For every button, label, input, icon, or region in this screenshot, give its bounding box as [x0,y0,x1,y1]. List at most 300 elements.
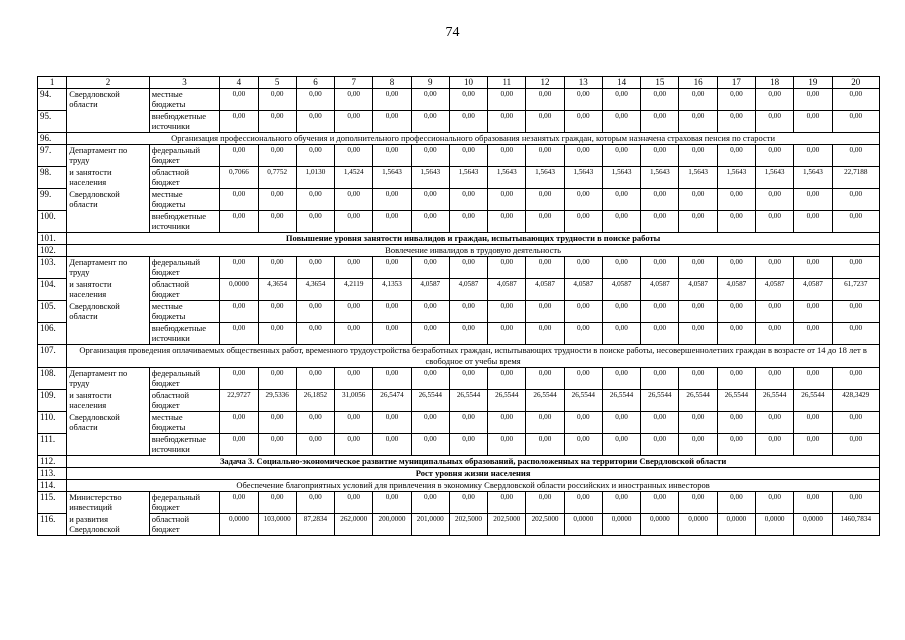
value-cell: 1,5643 [641,167,679,189]
funding-source: внебюджетные источники [149,434,220,456]
value-cell: 0,00 [602,111,640,133]
row-number: 98. [38,167,67,189]
value-cell: 0,00 [679,89,717,111]
page-number: 74 [445,25,460,40]
value-cell: 0,00 [220,211,258,233]
value-cell: 26,5544 [449,390,487,412]
row-number: 112. [38,456,67,468]
value-cell: 0,00 [717,434,755,456]
table-row [38,167,880,189]
value-cell: 0,00 [679,111,717,133]
value-cell: 103,0000 [258,514,296,536]
value-cell: 0,00 [564,189,602,211]
value-cell: 0,00 [564,145,602,167]
value-cell: 1,5643 [717,167,755,189]
value-cell: 0,00 [373,301,411,323]
value-cell: 0,00 [335,189,373,211]
table-header-row [38,77,880,89]
value-cell: 1460,7834 [832,514,879,536]
value-cell: 0,00 [756,323,794,345]
row-number: 107. [38,345,67,368]
value-cell: 0,00 [832,257,879,279]
value-cell: 0,00 [296,145,334,167]
value-cell: 0,0000 [564,514,602,536]
value-cell: 0,00 [220,89,258,111]
value-cell: 0,00 [335,301,373,323]
value-cell: 4,0587 [794,279,832,301]
value-cell: 0,00 [602,301,640,323]
value-cell: 0,0000 [602,514,640,536]
funding-source: внебюджетные источники [149,211,220,233]
funding-source: местные бюджеты [149,301,220,323]
value-cell: 4,0587 [411,279,449,301]
value-cell: 0,00 [220,301,258,323]
value-cell: 26,5544 [679,390,717,412]
value-cell: 0,00 [602,434,640,456]
value-cell: 0,00 [526,111,564,133]
value-cell: 4,3654 [296,279,334,301]
value-cell: 0,00 [296,111,334,133]
row-number: 111. [38,434,67,456]
value-cell: 0,00 [602,145,640,167]
table-row [38,368,880,390]
funding-source: федеральный бюджет [149,492,220,514]
funding-source: областной бюджет [149,390,220,412]
value-cell: 1,5643 [373,167,411,189]
value-cell: 0,00 [220,368,258,390]
value-cell: 0,00 [488,434,526,456]
value-cell: 0,00 [335,323,373,345]
value-cell: 4,0587 [602,279,640,301]
value-cell: 0,00 [373,89,411,111]
value-cell: 1,5643 [679,167,717,189]
row-number: 108. [38,368,67,390]
value-cell: 0,00 [258,145,296,167]
value-cell: 0,00 [794,412,832,434]
value-cell: 0,00 [564,301,602,323]
value-cell: 0,00 [641,301,679,323]
value-cell: 0,00 [641,211,679,233]
value-cell: 26,5544 [488,390,526,412]
value-cell: 0,00 [756,189,794,211]
value-cell: 26,5544 [717,390,755,412]
column-header: 9 [411,77,449,89]
value-cell: 26,5544 [794,390,832,412]
value-cell: 0,00 [411,434,449,456]
value-cell: 0,00 [717,89,755,111]
column-header: 3 [149,77,220,89]
value-cell: 0,00 [832,211,879,233]
value-cell: 0,00 [526,189,564,211]
value-cell: 0,00 [641,89,679,111]
row-number: 102. [38,245,67,257]
value-cell: 26,5474 [373,390,411,412]
row-number: 104. [38,279,67,301]
value-cell: 0,00 [335,89,373,111]
value-cell: 61,7237 [832,279,879,301]
value-cell: 0,00 [832,89,879,111]
value-cell: 0,00 [526,89,564,111]
value-cell: 0,00 [602,257,640,279]
value-cell: 0,00 [526,323,564,345]
row-number: 96. [38,133,67,145]
column-header: 16 [679,77,717,89]
value-cell: 0,0000 [794,514,832,536]
value-cell: 0,00 [258,412,296,434]
value-cell: 22,7188 [832,167,879,189]
value-cell: 0,00 [832,492,879,514]
executor-cell: и занятости населения [67,167,150,189]
value-cell: 0,7066 [220,167,258,189]
value-cell: 0,00 [756,89,794,111]
value-cell: 0,00 [526,301,564,323]
funding-source: местные бюджеты [149,412,220,434]
value-cell: 0,00 [449,492,487,514]
section-title: Организация проведения оплачиваемых общественных работ, временного трудоустройства безработных граждан, испытывающих трудности в поиске работы, несовершеннолетних граждан в возрасте от 14 до 18 лет в свободное от учебы время [67,345,880,368]
value-cell: 0,00 [679,301,717,323]
value-cell: 0,00 [641,492,679,514]
section-row [38,233,880,245]
value-cell: 4,0587 [756,279,794,301]
row-number: 115. [38,492,67,514]
value-cell: 0,00 [488,368,526,390]
table-row [38,211,880,233]
value-cell: 0,00 [220,323,258,345]
value-cell: 0,00 [220,412,258,434]
value-cell: 0,00 [220,111,258,133]
value-cell: 0,00 [564,257,602,279]
section-title: Вовлечение инвалидов в трудовую деятельность [67,245,880,257]
value-cell: 0,00 [411,211,449,233]
value-cell: 0,00 [756,492,794,514]
value-cell: 0,00 [602,189,640,211]
value-cell: 0,00 [832,434,879,456]
column-header: 18 [756,77,794,89]
value-cell: 0,00 [373,434,411,456]
executor-cell [67,434,150,456]
table-row [38,492,880,514]
value-cell: 1,5643 [449,167,487,189]
value-cell: 0,00 [258,189,296,211]
value-cell: 0,00 [526,257,564,279]
value-cell: 0,00 [335,211,373,233]
value-cell: 0,00 [488,412,526,434]
value-cell: 0,00 [794,323,832,345]
value-cell: 0,00 [488,89,526,111]
value-cell: 0,0000 [717,514,755,536]
column-header: 7 [335,77,373,89]
value-cell: 4,3654 [258,279,296,301]
value-cell: 87,2834 [296,514,334,536]
value-cell: 0,00 [411,323,449,345]
value-cell: 0,00 [373,189,411,211]
value-cell: 0,00 [411,412,449,434]
value-cell: 0,00 [335,412,373,434]
value-cell: 0,00 [602,368,640,390]
table-row [38,301,880,323]
value-cell: 0,00 [335,257,373,279]
executor-cell: Свердловской области [67,412,150,434]
value-cell: 4,0587 [488,279,526,301]
value-cell: 0,00 [488,323,526,345]
value-cell: 0,00 [449,111,487,133]
value-cell: 0,00 [335,368,373,390]
value-cell: 0,00 [296,211,334,233]
value-cell: 4,2119 [335,279,373,301]
value-cell: 29,5336 [258,390,296,412]
value-cell: 0,00 [602,412,640,434]
value-cell: 0,00 [756,301,794,323]
value-cell: 0,00 [717,412,755,434]
executor-cell: Департамент по труду [67,257,150,279]
value-cell: 0,00 [756,434,794,456]
value-cell: 26,5544 [526,390,564,412]
table-row [38,189,880,211]
value-cell: 0,00 [756,368,794,390]
value-cell: 0,00 [373,368,411,390]
funding-source: федеральный бюджет [149,145,220,167]
funding-source: внебюджетные источники [149,323,220,345]
value-cell: 0,00 [717,145,755,167]
value-cell: 0,00 [335,111,373,133]
value-cell: 0,00 [258,111,296,133]
value-cell: 0,00 [717,189,755,211]
section-title: Организация профессионального обучения и дополнительного профессионального образования незанятых граждан, которым назначена страховая пенсия по старости [67,133,880,145]
executor-cell: Департамент по труду [67,368,150,390]
budget-table [37,76,880,536]
value-cell: 0,00 [794,111,832,133]
row-number: 99. [38,189,67,211]
value-cell: 0,00 [717,111,755,133]
column-header: 4 [220,77,258,89]
row-number: 100. [38,211,67,233]
value-cell: 0,00 [411,368,449,390]
value-cell: 0,00 [526,211,564,233]
value-cell: 0,00 [756,257,794,279]
value-cell: 0,00 [641,323,679,345]
funding-source: областной бюджет [149,514,220,536]
value-cell: 1,5643 [526,167,564,189]
value-cell: 0,00 [449,211,487,233]
value-cell: 0,0000 [756,514,794,536]
section-row [38,480,880,492]
value-cell: 0,00 [564,412,602,434]
column-header: 15 [641,77,679,89]
value-cell: 0,00 [564,89,602,111]
value-cell: 0,00 [373,111,411,133]
funding-source: внебюджетные источники [149,111,220,133]
column-header: 13 [564,77,602,89]
value-cell: 0,00 [526,412,564,434]
value-cell: 202,5000 [488,514,526,536]
value-cell: 0,00 [258,89,296,111]
executor-cell: Свердловской области [67,301,150,323]
value-cell: 262,0000 [335,514,373,536]
value-cell: 26,1852 [296,390,334,412]
executor-cell: и занятости населения [67,390,150,412]
table-row [38,323,880,345]
row-number: 101. [38,233,67,245]
value-cell: 26,5544 [641,390,679,412]
value-cell: 0,00 [411,257,449,279]
value-cell: 0,00 [832,301,879,323]
value-cell: 26,5544 [411,390,449,412]
value-cell: 0,0000 [220,279,258,301]
row-number: 94. [38,89,67,111]
value-cell: 0,00 [220,492,258,514]
value-cell: 22,9727 [220,390,258,412]
value-cell: 0,00 [717,257,755,279]
value-cell: 0,00 [794,211,832,233]
row-number: 103. [38,257,67,279]
value-cell: 0,00 [602,323,640,345]
value-cell: 0,00 [717,323,755,345]
funding-source: областной бюджет [149,279,220,301]
executor-cell [67,323,150,345]
value-cell: 0,00 [258,301,296,323]
value-cell: 0,00 [526,368,564,390]
value-cell: 0,00 [296,89,334,111]
value-cell: 0,00 [449,257,487,279]
value-cell: 0,00 [794,189,832,211]
value-cell: 0,00 [335,434,373,456]
executor-cell: Министерство инвестиций [67,492,150,514]
funding-source: местные бюджеты [149,189,220,211]
executor-cell: Департамент по труду [67,145,150,167]
value-cell: 0,00 [794,89,832,111]
value-cell: 26,5544 [564,390,602,412]
row-number: 97. [38,145,67,167]
value-cell: 0,00 [296,257,334,279]
value-cell: 0,00 [756,412,794,434]
section-title: Повышение уровня занятости инвалидов и граждан, испытывающих трудности в поиске работы [67,233,880,245]
executor-cell: и занятости населения [67,279,150,301]
value-cell: 0,00 [488,211,526,233]
value-cell: 0,00 [449,301,487,323]
value-cell: 200,0000 [373,514,411,536]
value-cell: 0,00 [794,434,832,456]
executor-cell: и развития Свердловской [67,514,150,536]
value-cell: 0,00 [679,145,717,167]
table-row [38,279,880,301]
value-cell: 0,00 [449,145,487,167]
value-cell: 0,00 [679,368,717,390]
value-cell: 0,00 [794,301,832,323]
column-header: 20 [832,77,879,89]
value-cell: 0,00 [220,257,258,279]
value-cell: 0,00 [449,323,487,345]
value-cell: 0,00 [296,492,334,514]
value-cell: 0,00 [679,257,717,279]
table-body [38,77,880,536]
value-cell: 0,00 [258,368,296,390]
value-cell: 202,5000 [526,514,564,536]
column-header: 14 [602,77,640,89]
column-header: 8 [373,77,411,89]
value-cell: 0,00 [679,412,717,434]
value-cell: 0,00 [717,492,755,514]
table-row [38,257,880,279]
value-cell: 0,0000 [220,514,258,536]
column-header: 2 [67,77,150,89]
value-cell: 0,00 [220,434,258,456]
value-cell: 0,00 [296,412,334,434]
column-header: 19 [794,77,832,89]
value-cell: 4,0587 [717,279,755,301]
section-title: Рост уровня жизни населения [67,468,880,480]
value-cell: 0,00 [449,189,487,211]
value-cell: 0,0000 [641,514,679,536]
value-cell: 4,0587 [449,279,487,301]
row-number: 110. [38,412,67,434]
executor-cell [67,211,150,233]
value-cell: 0,00 [832,189,879,211]
value-cell: 0,00 [641,189,679,211]
section-title: Задача 3. Социально-экономическое развитие муниципальных образований, расположенных на территории Свердловской области [67,456,880,468]
value-cell: 0,00 [679,323,717,345]
value-cell: 26,5544 [602,390,640,412]
value-cell: 0,00 [832,368,879,390]
value-cell: 0,00 [449,434,487,456]
column-header: 11 [488,77,526,89]
value-cell: 0,00 [296,323,334,345]
value-cell: 0,00 [488,257,526,279]
executor-cell [67,111,150,133]
funding-source: федеральный бюджет [149,257,220,279]
value-cell: 0,00 [564,368,602,390]
value-cell: 0,00 [641,257,679,279]
value-cell: 0,00 [526,434,564,456]
row-number: 95. [38,111,67,133]
value-cell: 0,00 [488,492,526,514]
value-cell: 1,5643 [602,167,640,189]
value-cell: 0,00 [679,211,717,233]
value-cell: 0,00 [564,323,602,345]
value-cell: 1,4524 [335,167,373,189]
value-cell: 0,00 [564,111,602,133]
value-cell: 26,5544 [756,390,794,412]
section-row [38,245,880,257]
value-cell: 1,0130 [296,167,334,189]
value-cell: 0,00 [335,145,373,167]
value-cell: 0,00 [296,301,334,323]
value-cell: 0,00 [488,111,526,133]
row-number: 114. [38,480,67,492]
value-cell: 0,00 [717,368,755,390]
funding-source: федеральный бюджет [149,368,220,390]
value-cell: 0,00 [411,492,449,514]
value-cell: 31,0056 [335,390,373,412]
value-cell: 0,00 [411,111,449,133]
value-cell: 0,00 [335,492,373,514]
value-cell: 0,00 [794,257,832,279]
value-cell: 0,00 [373,492,411,514]
value-cell: 1,5643 [794,167,832,189]
value-cell: 4,0587 [679,279,717,301]
table-row [38,89,880,111]
value-cell: 0,00 [411,301,449,323]
value-cell: 201,0000 [411,514,449,536]
value-cell: 0,00 [832,145,879,167]
value-cell: 0,00 [717,301,755,323]
value-cell: 0,00 [373,211,411,233]
value-cell: 0,00 [296,434,334,456]
row-number: 106. [38,323,67,345]
value-cell: 0,00 [832,323,879,345]
value-cell: 0,00 [373,145,411,167]
value-cell: 0,00 [832,111,879,133]
value-cell: 0,00 [756,211,794,233]
